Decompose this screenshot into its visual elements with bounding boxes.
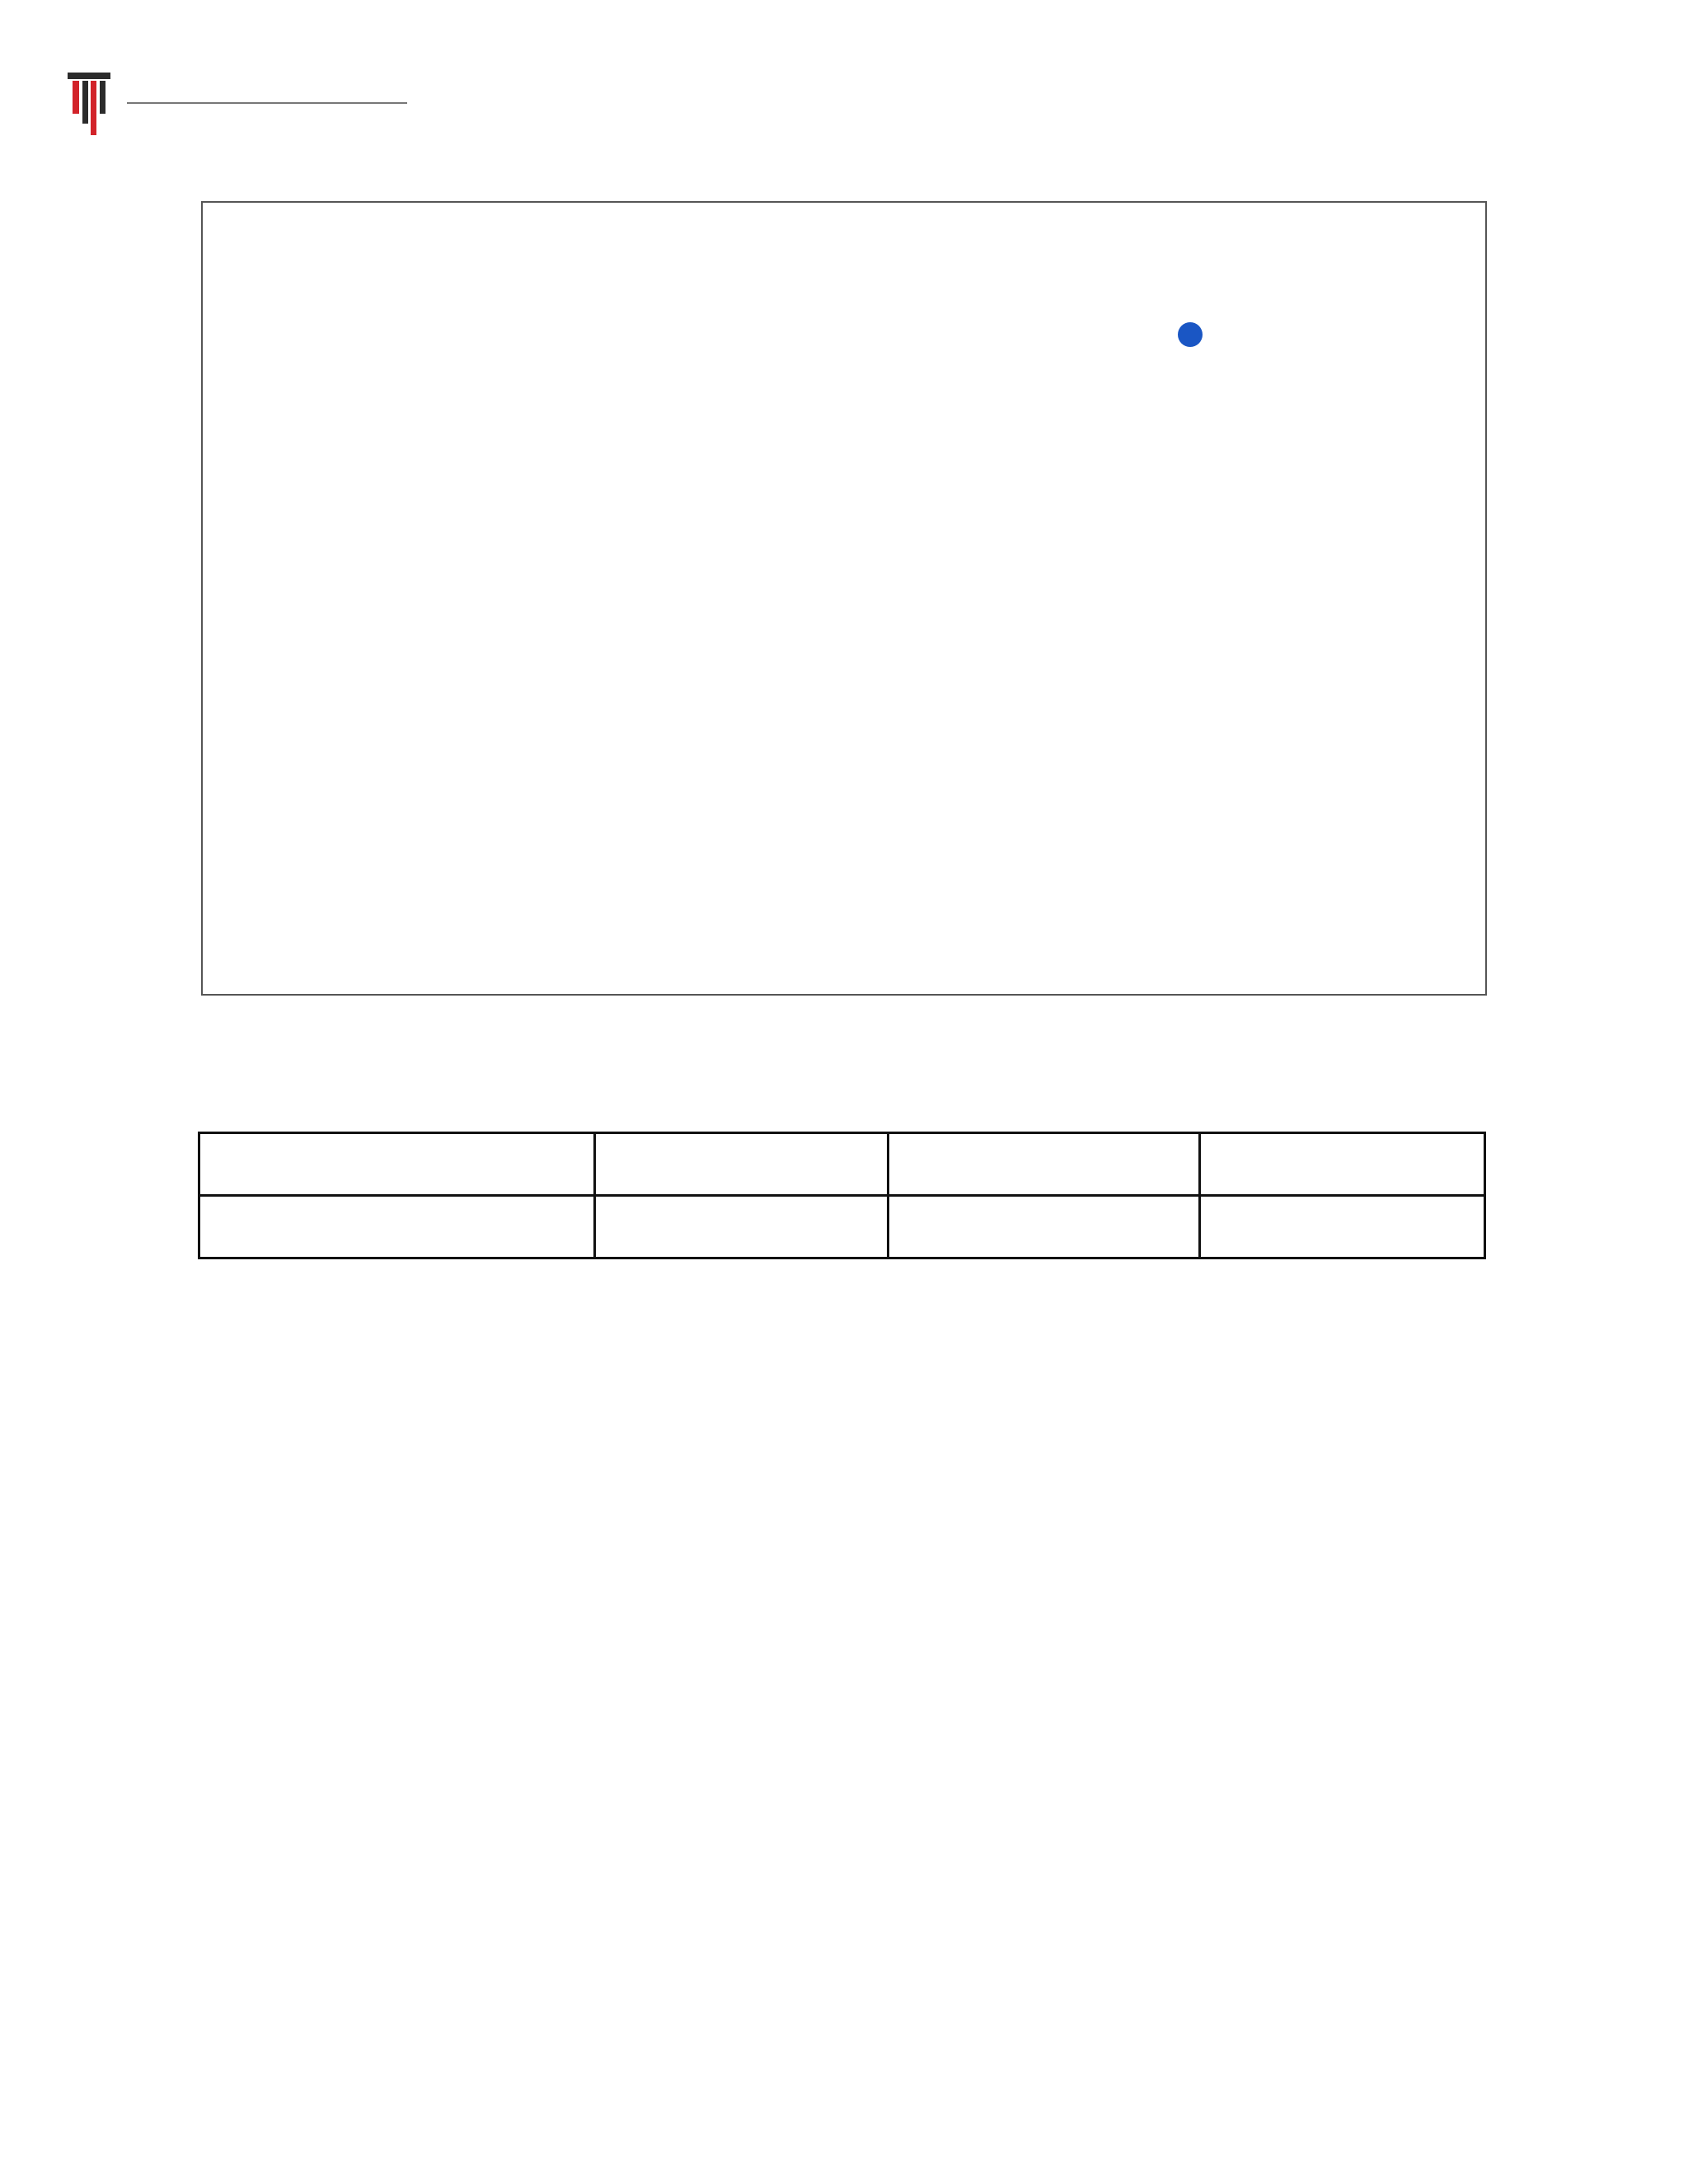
legend-marker xyxy=(1178,322,1203,347)
university-logo xyxy=(68,69,414,143)
university-name-rule xyxy=(127,102,407,104)
chart-legend xyxy=(1178,322,1203,347)
ratio-table xyxy=(198,1132,1486,1259)
table-cell xyxy=(889,1196,1200,1258)
company-logo xyxy=(1343,79,1345,109)
times-interest-earned-chart xyxy=(203,203,1485,994)
table-row xyxy=(199,1196,1485,1258)
table-header-row xyxy=(199,1133,1485,1196)
table-cell xyxy=(1200,1196,1485,1258)
table-cell xyxy=(595,1196,889,1258)
university-shield-icon xyxy=(68,69,110,135)
table-header-cell xyxy=(889,1133,1200,1196)
table-header-cell xyxy=(199,1133,595,1196)
chart-frame xyxy=(201,201,1487,996)
table-row-label xyxy=(199,1196,595,1258)
table-header-cell xyxy=(1200,1133,1485,1196)
table-header-cell xyxy=(595,1133,889,1196)
